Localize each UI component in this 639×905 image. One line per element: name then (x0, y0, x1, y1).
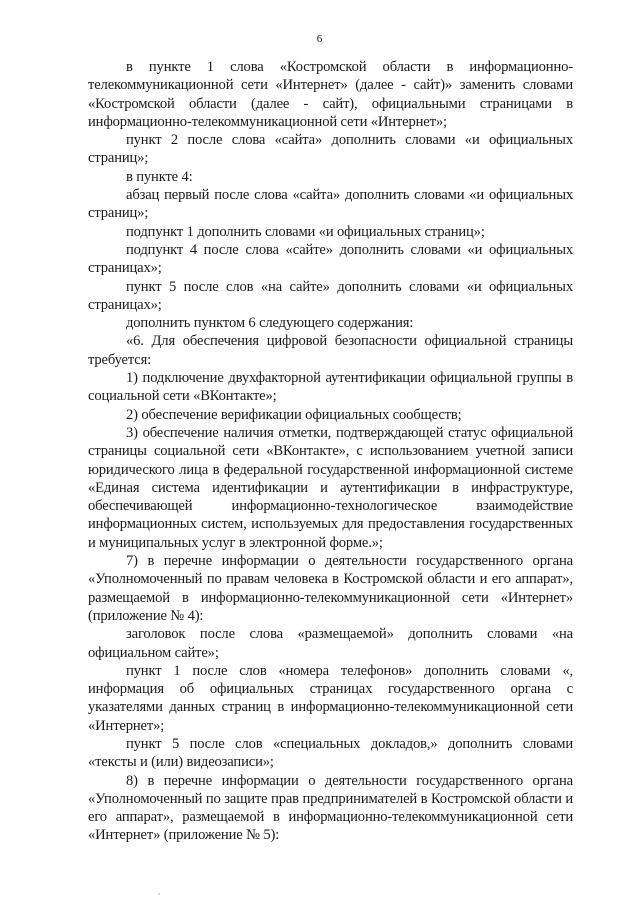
paragraph: 8) в перечне информации о деятельности государственного органа «Уполномоченный по защите прав предпринимателей в Костромской области и его аппарат», размещаемой в информационно-телекоммуникационной сети «Интернет» (приложение № 5): (88, 772, 573, 844)
paragraph: пункт 2 после слова «сайта» дополнить словами «и официальных страниц»; (88, 132, 573, 167)
paragraph: в пункте 1 слова «Костромской области в информационно-телекоммуникационной сети «Интернет» (далее - сайт)» заменить словами «Костромской области (далее - сайт), официальными страницами в информационно-телекоммуникационной сети «Интернет»; (88, 59, 573, 130)
paragraph: абзац первый после слова «сайта» дополнить словами «и официальных страниц»; (88, 187, 573, 222)
scan-speck (158, 893, 160, 895)
paragraph: пункт 5 после слов «на сайте» дополнить словами «и официальных страницах»; (88, 278, 573, 313)
paragraph: заголовок после слова «размещаемой» дополнить словами «на официальном сайте»; (88, 626, 573, 661)
document-body (88, 58, 573, 845)
paragraph: дополнить пунктом 6 следующего содержания: (126, 315, 414, 332)
paragraph: 7) в перечне информации о деятельности государственного органа «Уполномоченный по правам человека в Костромской области и его аппарат», размещаемой в информационно-телекоммуникационной сети «Интернет» (приложение № 4): (88, 553, 573, 624)
paragraph: подпункт 1 дополнить словами «и официальных страниц»; (126, 223, 485, 240)
paragraph: 2) обеспечение верификации официальных сообществ; (126, 406, 462, 423)
paragraph: 3) обеспечение наличия отметки, подтверждающей статус официальной страницы социальной сети «ВКонтакте», с использованием учетной записи юридического лица в федеральной государственной информационной системе «Единая система идентификации и аутентификации в инфраструктуре, обеспечивающей информационно-технологическое взаимодействие информационных систем, используемых для предоставления государственных и муниципальных услуг в электронной форме.»; (88, 424, 573, 551)
page-number: 6 (316, 33, 323, 45)
paragraph: 1) подключение двухфакторной аутентификации официальной группы в социальной сети «ВКонтакте»; (88, 370, 573, 405)
paragraph: «6. Для обеспечения цифровой безопасности официальной страницы требуется: (88, 333, 573, 368)
paragraph: пункт 5 после слов «специальных докладов,» дополнить словами «тексты и (или) видеозаписи»; (88, 735, 573, 771)
paragraph: пункт 1 после слов «номера телефонов» дополнить словами «, информация об официальных страницах государственного органа с указателями данных страниц в информационно-телекоммуникационной сети «Интернет»; (88, 662, 573, 734)
paragraph: подпункт 4 после слова «сайте» дополнить словами «и официальных страницах»; (88, 241, 573, 277)
paragraph: в пункте 4: (126, 168, 193, 185)
